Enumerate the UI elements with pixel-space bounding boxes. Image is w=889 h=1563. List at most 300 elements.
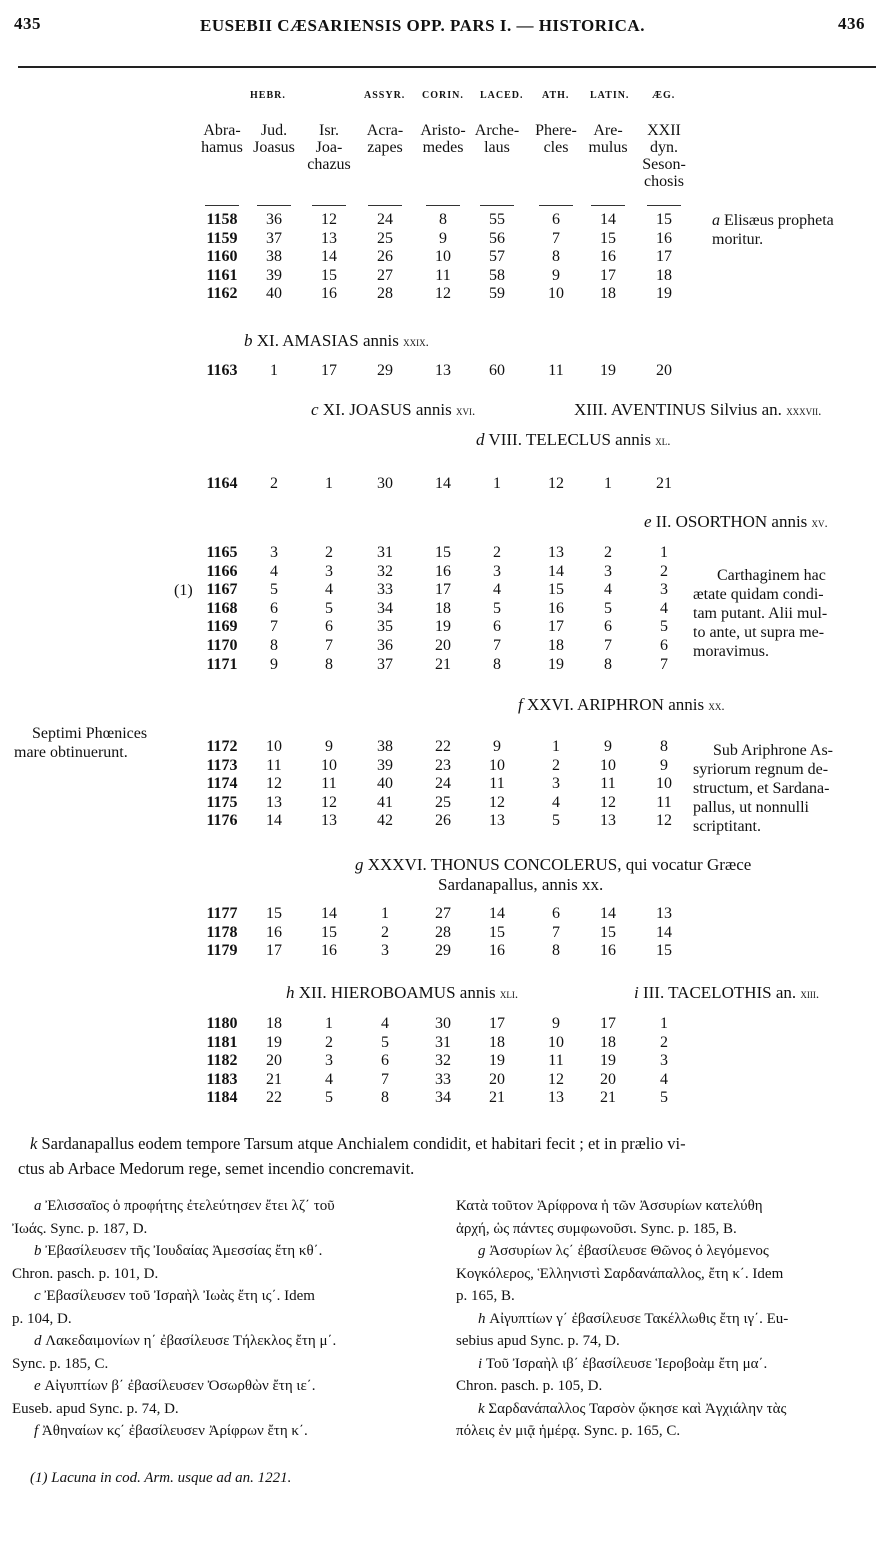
year-cell: 1168: [206, 599, 238, 617]
reign-osorthon: e II. OSORTHON annis xv.: [644, 512, 828, 531]
group-laced: LACED.: [480, 90, 524, 101]
table-cell: 3: [604, 562, 612, 580]
table-cell: 12: [321, 793, 337, 811]
table-cell: 11: [321, 775, 337, 793]
table-cell: 15: [266, 905, 282, 922]
table-cell: 4: [660, 599, 668, 617]
year-cell: 1164: [206, 475, 238, 492]
table-cell: 3: [270, 544, 278, 561]
column-header-rule: [312, 205, 346, 206]
table-cell: 18: [600, 1033, 616, 1051]
year-cell: 1174: [206, 775, 238, 793]
column-header-line: laus: [484, 139, 510, 156]
table-cell: 39: [266, 266, 282, 284]
table-cell: 10: [548, 285, 564, 303]
footnote-text: πόλεις ἐν μιᾷ ἡμέρᾳ. Sync. p. 165, C.: [456, 1423, 681, 1439]
table-cell: 18: [548, 637, 564, 654]
table-cell: 4: [325, 581, 333, 599]
table-cell: 25: [377, 229, 393, 247]
table-cell: 16: [266, 923, 282, 941]
footnote-mark: f: [34, 1423, 39, 1439]
table-cell: 5: [660, 618, 668, 636]
table-cell: 3: [660, 1052, 668, 1070]
year-cell: 1167: [206, 581, 238, 599]
group-hebr: HEBR.: [250, 90, 286, 101]
column-header-rule: [647, 205, 681, 206]
table-cell: 2: [660, 1033, 668, 1051]
column-header: [624, 122, 704, 190]
footnote-text: p. 165, B.: [456, 1288, 515, 1304]
table-cell: 29: [435, 942, 451, 960]
table-cell: 2: [325, 1033, 333, 1051]
table-cell: 36: [266, 211, 282, 228]
table-cell: 21: [266, 1070, 282, 1088]
table-cell: 19: [600, 362, 616, 379]
table-cell: 11: [435, 266, 451, 284]
footnote-line: [12, 1353, 108, 1376]
table-cell: 21: [600, 1089, 616, 1107]
table-cell: 3: [325, 562, 333, 580]
table-cell: 15: [321, 923, 337, 941]
lacuna-note: (1) Lacuna in cod. Arm. usque ad an. 1221.: [30, 1470, 292, 1486]
table-cell: 6: [660, 637, 668, 654]
table-cell: 3: [381, 942, 389, 960]
table-cell: 40: [266, 285, 282, 303]
page-number-right: 436: [838, 14, 865, 33]
footnote-line: [34, 1375, 316, 1398]
table-cell: 15: [321, 266, 337, 284]
table-cell: 19: [656, 285, 672, 303]
footnote-line: [456, 1420, 680, 1443]
year-cell: 1165: [206, 544, 238, 561]
year-cell: 1163: [206, 362, 238, 379]
column-header-line: Acra-: [366, 122, 404, 139]
year-cell: 1182: [206, 1052, 238, 1070]
reign-thonus: g XXXVI. THONUS CONCOLERUS, qui vocatur Græce: [355, 855, 752, 874]
year-cell: 1184: [206, 1089, 238, 1107]
table-cell: 7: [552, 923, 560, 941]
table-cell: 18: [489, 1033, 505, 1051]
column-header-line: Are-: [593, 122, 623, 139]
year-cell: 1158: [206, 211, 238, 228]
reign-teleclus: d VIII. TELECLUS annis xl.: [476, 430, 671, 449]
table-cell: 6: [381, 1052, 389, 1070]
table-cell: 56: [489, 229, 505, 247]
table-cell: 10: [266, 738, 282, 755]
footnote-mark: e: [34, 1378, 41, 1394]
table-cell: 13: [435, 362, 451, 379]
lacuna-marker: (1): [174, 582, 193, 599]
table-cell: 34: [377, 599, 393, 617]
table-cell: 20: [656, 362, 672, 379]
table-cell: 5: [604, 599, 612, 617]
table-cell: 9: [604, 738, 612, 755]
table-cell: 9: [325, 738, 333, 755]
footnote-text: Ἰωάς. Sync. p. 187, D.: [12, 1220, 148, 1237]
column-header-rule: [539, 205, 573, 206]
table-cell: 3: [552, 775, 560, 793]
footnote-line: [34, 1420, 308, 1443]
table-cell: 13: [548, 544, 564, 561]
column-header-line: cles: [543, 139, 569, 156]
year-cell: 1177: [206, 905, 238, 922]
table-cell: 10: [548, 1033, 564, 1051]
table-cell: 23: [435, 756, 451, 774]
table-cell: 6: [493, 618, 501, 636]
footnote-text: Chron. pasch. p. 105, D.: [456, 1378, 603, 1394]
table-cell: 33: [435, 1070, 451, 1088]
year-cell: 1169: [206, 618, 238, 636]
table-cell: 14: [600, 905, 616, 922]
group-ath: ATH.: [542, 90, 570, 101]
footnote-text: Sync. p. 185, C.: [12, 1355, 109, 1372]
footnote-line: [456, 1263, 783, 1286]
table-cell: 15: [656, 942, 672, 960]
table-cell: 12: [548, 1070, 564, 1088]
table-cell: 40: [377, 775, 393, 793]
table-cell: 16: [656, 229, 672, 247]
column-header-line: medes: [422, 139, 464, 156]
table-cell: 4: [552, 793, 560, 811]
year-cell: 1179: [206, 942, 238, 960]
table-cell: 17: [656, 248, 672, 266]
table-cell: 12: [548, 475, 564, 492]
table-cell: 10: [321, 756, 337, 774]
footnote-text: Ἀθηναίων κς΄ ἐβασίλευσεν Ἀρίφρων ἔτη κ΄.: [41, 1423, 308, 1439]
table-cell: 3: [493, 562, 501, 580]
table-cell: 11: [548, 1052, 564, 1070]
footnote-text: Chron. pasch. p. 101, D.: [12, 1265, 159, 1282]
table-cell: 7: [660, 655, 668, 673]
footnote-text: Κατὰ τοῦτον Ἀρίφρονα ἡ τῶν Ἀσσυρίων κατελύθη: [456, 1198, 763, 1214]
table-cell: 1: [604, 475, 612, 492]
table-cell: 14: [321, 248, 337, 266]
table-cell: 8: [270, 637, 278, 654]
column-header-rule: [591, 205, 625, 206]
table-cell: 28: [435, 923, 451, 941]
table-cell: 5: [270, 581, 278, 599]
footnote-text: Τοῦ Ἰσραὴλ ιβ΄ ἐβασίλευσε Ἱεροβοὰμ ἔτη μα΄.: [485, 1355, 768, 1372]
footnote-text: Λακεδαιμονίων η΄ ἐβασίλευσε Τήλεκλος ἔτη μ΄.: [45, 1333, 337, 1349]
table-cell: 7: [493, 637, 501, 654]
table-cell: 26: [377, 248, 393, 266]
table-cell: 16: [321, 942, 337, 960]
footnote-line: [34, 1330, 336, 1353]
table-cell: 26: [435, 812, 451, 830]
table-cell: 39: [377, 756, 393, 774]
column-header-rule: [257, 205, 291, 206]
table-cell: 18: [600, 285, 616, 303]
table-cell: 9: [439, 229, 447, 247]
table-cell: 8: [381, 1089, 389, 1107]
table-cell: 8: [493, 655, 501, 673]
table-cell: 7: [381, 1070, 389, 1088]
table-cell: 13: [600, 812, 616, 830]
table-cell: 12: [600, 793, 616, 811]
column-header-line: Joasus: [253, 139, 295, 156]
table-cell: 5: [325, 1089, 333, 1107]
table-cell: 7: [325, 637, 333, 654]
note-carthago: Carthaginem hac ætate quidam condi- tam putant. Alii mul- to ante, ut supra me- moravimus.: [693, 567, 828, 660]
table-cell: 4: [660, 1070, 668, 1088]
group-aeg: ÆG.: [652, 90, 676, 101]
table-cell: 20: [435, 637, 451, 654]
column-header-line: XXII: [647, 122, 681, 139]
header-rule: [18, 66, 876, 68]
table-cell: 4: [493, 581, 501, 599]
table-cell: 17: [266, 942, 282, 960]
column-header-line: mulus: [588, 139, 628, 156]
table-cell: 1: [660, 1015, 668, 1032]
table-cell: 14: [656, 923, 672, 941]
table-cell: 8: [325, 655, 333, 673]
column-header-line: Arche-: [474, 122, 520, 139]
table-cell: 17: [600, 266, 616, 284]
table-cell: 16: [600, 942, 616, 960]
footnote-mark: g: [478, 1243, 486, 1259]
table-cell: 41: [377, 793, 393, 811]
table-cell: 59: [489, 285, 505, 303]
footnote-mark: c: [34, 1288, 41, 1304]
group-latin: LATIN.: [590, 90, 630, 101]
footnote-text: p. 104, D.: [12, 1310, 72, 1327]
table-cell: 10: [656, 775, 672, 793]
column-header-line: hamus: [201, 139, 243, 156]
table-cell: 17: [548, 618, 564, 636]
footnote-text: Ἐλισσαῖος ὁ προφήτης ἐτελεύτησεν ἔτει λζ΄ τοῦ: [45, 1198, 335, 1214]
table-cell: 4: [325, 1070, 333, 1088]
column-header-line: Jud.: [260, 122, 288, 139]
note-ariphrone: Sub Ariphrone As- syriorum regnum de- structum, et Sardana- pallus, ut nonnulli scriptitant.: [693, 742, 833, 835]
year-cell: 1180: [206, 1015, 238, 1032]
column-header-line: dyn.: [650, 139, 678, 156]
column-header-line: Phere-: [535, 122, 577, 139]
table-cell: 28: [377, 285, 393, 303]
year-cell: 1162: [206, 285, 238, 303]
table-cell: 19: [489, 1052, 505, 1070]
footnote-text: Ἀσσυρίων λς΄ ἐβασίλευσε Θῶνος ὁ λεγόμενος: [489, 1243, 769, 1259]
column-header-line: Seson-: [642, 156, 686, 173]
footnote-text: sebius apud Sync. p. 74, D.: [456, 1333, 620, 1349]
column-header-line: chosis: [644, 173, 684, 190]
table-cell: 6: [604, 618, 612, 636]
group-corin: CORIN.: [422, 90, 464, 101]
table-cell: 9: [270, 655, 278, 673]
footnote-line: [478, 1240, 769, 1263]
table-cell: 33: [377, 581, 393, 599]
table-cell: 5: [552, 812, 560, 830]
table-cell: 57: [489, 248, 505, 266]
page-number-left: 435: [14, 14, 41, 33]
footnote-text: Euseb. apud Sync. p. 74, D.: [12, 1400, 179, 1417]
table-cell: 2: [381, 923, 389, 941]
table-cell: 15: [600, 229, 616, 247]
reign-tacelothis: i III. TACELOTHIS an. xiii.: [634, 983, 820, 1002]
table-cell: 1: [381, 905, 389, 922]
table-cell: 22: [266, 1089, 282, 1107]
table-cell: 15: [656, 211, 672, 228]
table-cell: 10: [600, 756, 616, 774]
table-cell: 16: [321, 285, 337, 303]
table-cell: 1: [660, 544, 668, 561]
table-cell: 60: [489, 362, 505, 379]
table-cell: 16: [435, 562, 451, 580]
reign-thonus-line2: Sardanapallus, annis xx.: [438, 875, 604, 894]
table-cell: 7: [552, 229, 560, 247]
table-cell: 5: [381, 1033, 389, 1051]
table-cell: 4: [604, 581, 612, 599]
year-cell: 1159: [206, 229, 238, 247]
footnote-line: [12, 1263, 158, 1286]
footnote-line: [478, 1353, 767, 1376]
footnote-text: Σαρδανάπαλλος Ταρσὸν ᾤκησε καὶ Ἀγχιάλην τὰς: [488, 1400, 787, 1417]
footnote-line: [456, 1195, 763, 1218]
group-assyr: ASSYR.: [364, 90, 406, 101]
table-cell: 27: [377, 266, 393, 284]
table-cell: 20: [489, 1070, 505, 1088]
table-cell: 13: [321, 229, 337, 247]
footnote-mark: k: [478, 1400, 485, 1417]
table-cell: 13: [656, 905, 672, 922]
table-cell: 12: [489, 793, 505, 811]
reign-amasias: b XI. AMASIAS annis xxix.: [244, 331, 429, 350]
table-cell: 14: [489, 905, 505, 922]
column-header-rule: [480, 205, 514, 206]
table-cell: 31: [435, 1033, 451, 1051]
table-cell: 16: [489, 942, 505, 960]
table-cell: 21: [489, 1089, 505, 1107]
table-cell: 12: [266, 775, 282, 793]
table-cell: 21: [435, 655, 451, 673]
footnote-line: [34, 1195, 335, 1218]
table-cell: 3: [660, 581, 668, 599]
column-header-line: Aristo-: [420, 122, 466, 139]
table-cell: 34: [435, 1089, 451, 1107]
footnote-line: [34, 1240, 322, 1263]
column-header-line: Abra-: [203, 122, 241, 139]
table-cell: 8: [552, 248, 560, 266]
table-cell: 1: [493, 475, 501, 492]
column-header-rule: [368, 205, 402, 206]
table-cell: 9: [660, 756, 668, 774]
table-cell: 27: [435, 905, 451, 922]
year-cell: 1171: [206, 655, 238, 673]
footnote-line: [478, 1308, 788, 1331]
note-phoenices: Septimi Phœnices mare obtinuerunt.: [14, 725, 148, 761]
table-cell: 6: [552, 211, 560, 228]
table-cell: 15: [548, 581, 564, 599]
table-cell: 13: [266, 793, 282, 811]
table-cell: 38: [377, 738, 393, 755]
reign-ariphron: f XXVI. ARIPHRON annis xx.: [518, 695, 725, 714]
table-cell: 1: [325, 1015, 333, 1032]
table-cell: 32: [435, 1052, 451, 1070]
table-cell: 17: [435, 581, 451, 599]
table-cell: 8: [604, 655, 612, 673]
footnote-line: [456, 1375, 602, 1398]
table-cell: 5: [660, 1089, 668, 1107]
reign-aventinus: XIII. AVENTINUS Silvius an. xxxvii.: [574, 400, 822, 419]
table-cell: 11: [600, 775, 616, 793]
column-header-line: chazus: [307, 156, 351, 173]
table-cell: 2: [493, 544, 501, 561]
footnote-line: [456, 1285, 515, 1308]
footnote-line: [478, 1398, 786, 1421]
table-cell: 8: [552, 942, 560, 960]
table-cell: 2: [325, 544, 333, 561]
footnote-mark: b: [34, 1243, 42, 1259]
table-cell: 14: [600, 211, 616, 228]
footnote-text: Αἰγυπτίων γ΄ ἐβασίλευσε Τακέλλωθις ἔτη ιγ΄. Eu-: [489, 1310, 789, 1327]
table-cell: 6: [325, 618, 333, 636]
table-cell: 18: [656, 266, 672, 284]
year-cell: 1181: [206, 1033, 238, 1051]
footnote-line: [34, 1285, 315, 1308]
table-cell: 9: [552, 266, 560, 284]
table-cell: 1: [552, 738, 560, 755]
table-cell: 4: [381, 1015, 389, 1032]
year-cell: 1160: [206, 248, 238, 266]
reign-hieroboamus: h XII. HIEROBOAMUS annis xli.: [286, 983, 519, 1002]
table-cell: 21: [656, 475, 672, 492]
table-cell: 10: [489, 756, 505, 774]
footnote-line: [12, 1398, 179, 1421]
table-cell: 22: [435, 738, 451, 755]
table-cell: 14: [548, 562, 564, 580]
table-cell: 19: [548, 655, 564, 673]
table-cell: 11: [266, 756, 282, 774]
table-cell: 1: [325, 475, 333, 492]
footnote-text: Αἰγυπτίων β΄ ἐβασίλευσεν Ὀσωρθὼν ἔτη ιε΄.: [44, 1378, 316, 1394]
table-cell: 12: [321, 211, 337, 228]
table-cell: 14: [321, 905, 337, 922]
table-cell: 30: [435, 1015, 451, 1032]
table-cell: 37: [377, 655, 393, 673]
table-cell: 2: [660, 562, 668, 580]
table-cell: 29: [377, 362, 393, 379]
year-cell: 1166: [206, 562, 238, 580]
table-cell: 3: [325, 1052, 333, 1070]
table-cell: 15: [600, 923, 616, 941]
table-cell: 58: [489, 266, 505, 284]
column-header-line: zapes: [367, 139, 403, 156]
table-cell: 38: [266, 248, 282, 266]
note-elisaeus: a Elisæus propheta moritur.: [712, 212, 834, 248]
table-cell: 5: [493, 599, 501, 617]
table-cell: 31: [377, 544, 393, 561]
table-cell: 8: [660, 738, 668, 755]
footnote-text: Ἐβασίλευσεν τοῦ Ἰσραὴλ Ἰωὰς ἔτη ις΄. Idem: [44, 1288, 315, 1304]
note-sardanapallus: k Sardanapallus eodem tempore Tarsum atque Anchialem condidit, et habitari fecit ; et in prælio vi- ctus ab Arbace Medorum rege, semet incendio concremavit.: [18, 1134, 686, 1178]
table-cell: 11: [548, 362, 564, 379]
footnote-line: [12, 1218, 147, 1241]
table-cell: 10: [435, 248, 451, 266]
footnote-mark: a: [34, 1198, 42, 1214]
column-header-rule: [426, 205, 460, 206]
table-cell: 13: [321, 812, 337, 830]
table-cell: 32: [377, 562, 393, 580]
table-cell: 20: [266, 1052, 282, 1070]
table-cell: 13: [548, 1089, 564, 1107]
year-cell: 1178: [206, 923, 238, 941]
column-header-line: Isr.: [319, 122, 339, 139]
table-cell: 2: [604, 544, 612, 561]
footnote-text: Κογκόλερος, Ἑλληνιστὶ Σαρδανάπαλλος, ἔτη κ΄. Idem: [456, 1265, 784, 1282]
table-cell: 2: [552, 756, 560, 774]
table-cell: 16: [548, 599, 564, 617]
table-cell: 19: [435, 618, 451, 636]
table-cell: 17: [489, 1015, 505, 1032]
